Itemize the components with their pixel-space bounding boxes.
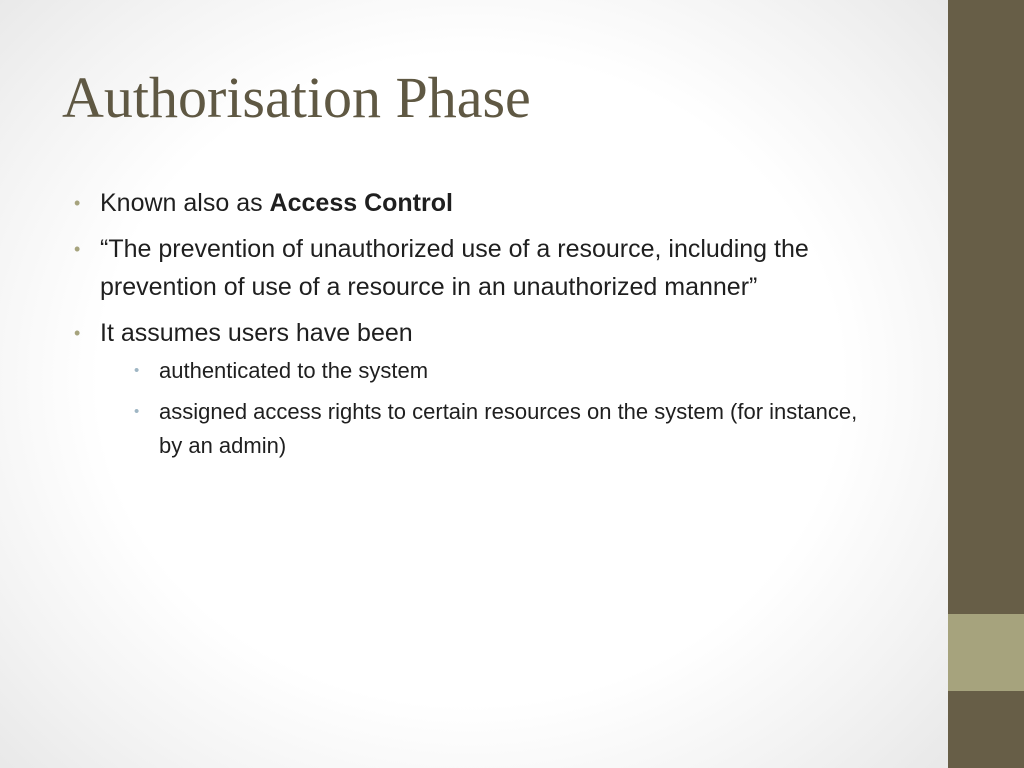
bullet-icon: •	[74, 193, 81, 213]
sub-bullet-text: assigned access rights to certain resources on the system (for instance, by an admin)	[159, 399, 858, 458]
bullet-text: Known also as	[100, 189, 270, 217]
decorative-side-accent	[948, 614, 1024, 691]
bullet-item-assumptions	[74, 314, 884, 463]
sub-bullet-item-authenticated	[134, 354, 884, 388]
slide-title: Authorisation Phase	[62, 65, 531, 130]
bullet-emphasis: Access Control	[269, 189, 453, 217]
sub-bullet-text: authenticated to the system	[159, 358, 429, 383]
bullet-item-definition	[74, 230, 884, 306]
sub-bullet-list	[100, 354, 884, 463]
sub-bullet-item-access-rights	[134, 395, 884, 463]
sub-bullet-icon: •	[134, 403, 140, 420]
bullet-text: It assumes users have been	[100, 319, 413, 347]
bullet-text: “The prevention of unauthorized use of a resource, including the prevention of use of a resource in an unauthorized manner”	[100, 235, 809, 301]
bullet-item-access-control	[74, 184, 884, 222]
sub-bullet-icon: •	[134, 362, 140, 379]
bullet-icon: •	[74, 239, 81, 259]
bullet-icon: •	[74, 323, 81, 343]
decorative-side-bar	[948, 0, 1024, 768]
slide-content	[74, 184, 884, 471]
bullet-list	[74, 184, 884, 463]
